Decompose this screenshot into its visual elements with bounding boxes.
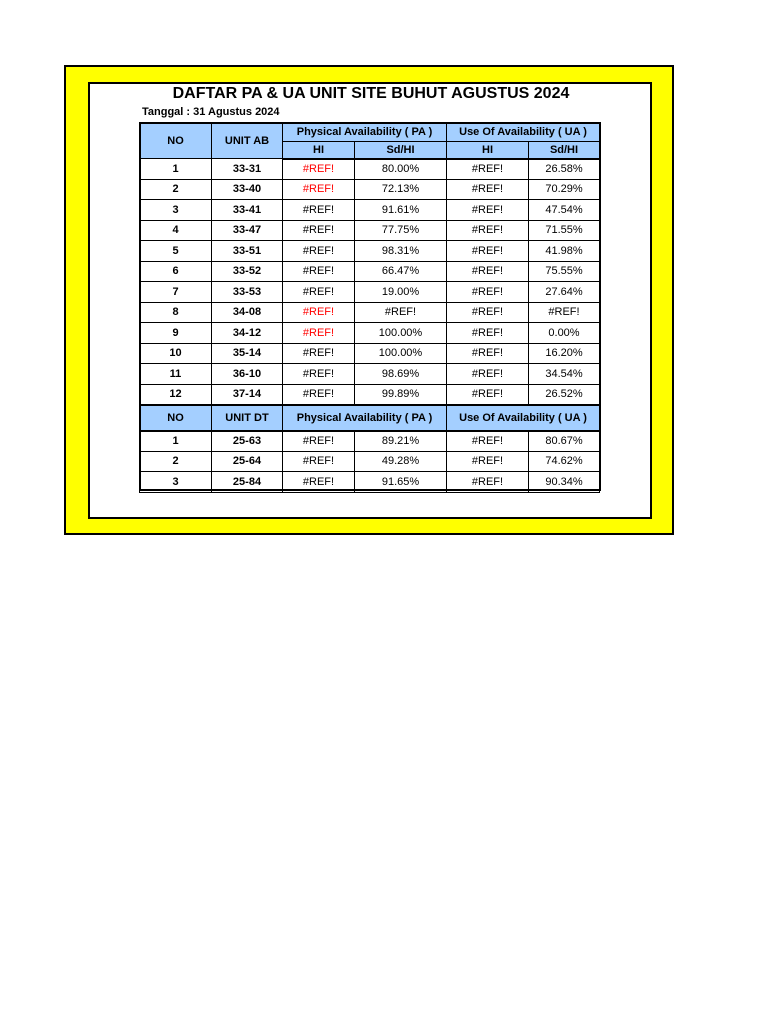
ua-sdhi-value: 0.00%	[529, 323, 600, 344]
pa-sdhi-value: 72.13%	[355, 179, 447, 200]
pa-sdhi-value: 89.21%	[355, 431, 447, 452]
table-row	[140, 220, 600, 241]
row-number: 9	[140, 323, 212, 344]
ua-hi-value: #REF!	[447, 431, 529, 452]
unit-code: 25-63	[212, 431, 283, 452]
ua-sdhi-value: 27.64%	[529, 282, 600, 303]
row-number: 1	[140, 431, 212, 452]
unit-code: 37-14	[212, 384, 283, 405]
pa-sdhi-value: 77.75%	[355, 220, 447, 241]
pa-sdhi-value: #REF!	[355, 302, 447, 323]
dt-header-ua: Use Of Availability ( UA )	[447, 405, 600, 431]
unit-code: 33-40	[212, 179, 283, 200]
row-number: 7	[140, 282, 212, 303]
pa-sdhi-value: 91.61%	[355, 200, 447, 221]
header-ua-hi: HI	[447, 142, 529, 159]
ua-sdhi-value: 75.55%	[529, 261, 600, 282]
pa-sdhi-value: 98.31%	[355, 241, 447, 262]
row-number: 12	[140, 384, 212, 405]
pa-hi-value: #REF!	[283, 343, 355, 364]
row-number: 8	[140, 302, 212, 323]
header-unit-ab: UNIT AB	[212, 123, 283, 159]
pa-hi-value: #REF!	[283, 384, 355, 405]
header-ua: Use Of Availability ( UA )	[447, 123, 600, 142]
table-row	[140, 302, 600, 323]
header-pa-hi: HI	[283, 142, 355, 159]
row-number: 11	[140, 364, 212, 385]
pa-hi-value: #REF!	[283, 364, 355, 385]
ua-sdhi-value: 26.52%	[529, 384, 600, 405]
ua-sdhi-value: 70.29%	[529, 179, 600, 200]
dt-header-row	[140, 405, 600, 431]
table-row	[140, 179, 600, 200]
row-number: 2	[140, 179, 212, 200]
ua-hi-value: #REF!	[447, 179, 529, 200]
table-row	[140, 323, 600, 344]
pa-hi-value: #REF!	[283, 261, 355, 282]
ua-hi-value: #REF!	[447, 343, 529, 364]
unit-code: 35-14	[212, 343, 283, 364]
pa-hi-value: #REF!	[283, 302, 355, 323]
unit-code: 36-10	[212, 364, 283, 385]
availability-table	[139, 122, 600, 493]
ua-sdhi-value: 34.54%	[529, 364, 600, 385]
ua-sdhi-value: 16.20%	[529, 343, 600, 364]
ua-hi-value: #REF!	[447, 220, 529, 241]
unit-code: 33-41	[212, 200, 283, 221]
row-number: 3	[140, 472, 212, 493]
row-number: 4	[140, 220, 212, 241]
table-row	[140, 451, 600, 472]
row-number: 5	[140, 241, 212, 262]
ua-hi-value: #REF!	[447, 451, 529, 472]
ua-hi-value: #REF!	[447, 241, 529, 262]
pa-hi-value: #REF!	[283, 159, 355, 180]
header-pa-sdhi: Sd/HI	[355, 142, 447, 159]
table-row	[140, 343, 600, 364]
ua-sdhi-value: 41.98%	[529, 241, 600, 262]
pa-sdhi-value: 98.69%	[355, 364, 447, 385]
pa-hi-value: #REF!	[283, 451, 355, 472]
unit-code: 25-64	[212, 451, 283, 472]
table-row	[140, 200, 600, 221]
dt-header-unit: UNIT DT	[212, 405, 283, 431]
ua-hi-value: #REF!	[447, 302, 529, 323]
ua-sdhi-value: 47.54%	[529, 200, 600, 221]
pa-hi-value: #REF!	[283, 241, 355, 262]
unit-code: 25-84	[212, 472, 283, 493]
pa-sdhi-value: 99.89%	[355, 384, 447, 405]
header-pa: Physical Availability ( PA )	[283, 123, 447, 142]
row-number: 1	[140, 159, 212, 180]
dt-header-no: NO	[140, 405, 212, 431]
pa-sdhi-value: 80.00%	[355, 159, 447, 180]
ua-sdhi-value: 26.58%	[529, 159, 600, 180]
unit-code: 33-52	[212, 261, 283, 282]
ua-sdhi-value: 71.55%	[529, 220, 600, 241]
unit-code: 34-12	[212, 323, 283, 344]
ua-hi-value: #REF!	[447, 261, 529, 282]
pa-hi-value: #REF!	[283, 431, 355, 452]
row-number: 2	[140, 451, 212, 472]
ua-hi-value: #REF!	[447, 323, 529, 344]
table-row	[140, 159, 600, 180]
ua-sdhi-value: 90.34%	[529, 472, 600, 493]
ua-hi-value: #REF!	[447, 364, 529, 385]
pa-sdhi-value: 19.00%	[355, 282, 447, 303]
header-row	[140, 123, 600, 142]
row-number: 6	[140, 261, 212, 282]
pa-hi-value: #REF!	[283, 200, 355, 221]
pa-hi-value: #REF!	[283, 220, 355, 241]
row-number: 3	[140, 200, 212, 221]
pa-hi-value: #REF!	[283, 323, 355, 344]
pa-hi-value: #REF!	[283, 179, 355, 200]
table-row	[140, 364, 600, 385]
table-row	[140, 472, 600, 493]
table-row	[140, 261, 600, 282]
unit-code: 33-47	[212, 220, 283, 241]
pa-sdhi-value: 66.47%	[355, 261, 447, 282]
header-ua-sdhi: Sd/HI	[529, 142, 600, 159]
table-row	[140, 384, 600, 405]
header-no: NO	[140, 123, 212, 159]
pa-sdhi-value: 100.00%	[355, 323, 447, 344]
date-label: Tanggal : 31 Agustus 2024	[142, 106, 280, 118]
table-row	[140, 241, 600, 262]
ua-hi-value: #REF!	[447, 384, 529, 405]
pa-sdhi-value: 49.28%	[355, 451, 447, 472]
unit-code: 33-53	[212, 282, 283, 303]
table-row	[140, 431, 600, 452]
ua-sdhi-value: 80.67%	[529, 431, 600, 452]
pa-hi-value: #REF!	[283, 472, 355, 493]
pa-hi-value: #REF!	[283, 282, 355, 303]
unit-code: 33-31	[212, 159, 283, 180]
unit-code: 34-08	[212, 302, 283, 323]
unit-code: 33-51	[212, 241, 283, 262]
ua-sdhi-value: 74.62%	[529, 451, 600, 472]
pa-sdhi-value: 100.00%	[355, 343, 447, 364]
ua-hi-value: #REF!	[447, 200, 529, 221]
ua-hi-value: #REF!	[447, 472, 529, 493]
ua-hi-value: #REF!	[447, 159, 529, 180]
dt-header-pa: Physical Availability ( PA )	[283, 405, 447, 431]
page-title: DAFTAR PA & UA UNIT SITE BUHUT AGUSTUS 2024	[172, 85, 570, 102]
pa-sdhi-value: 91.65%	[355, 472, 447, 493]
ua-hi-value: #REF!	[447, 282, 529, 303]
row-number: 10	[140, 343, 212, 364]
table-row	[140, 282, 600, 303]
ua-sdhi-value: #REF!	[529, 302, 600, 323]
